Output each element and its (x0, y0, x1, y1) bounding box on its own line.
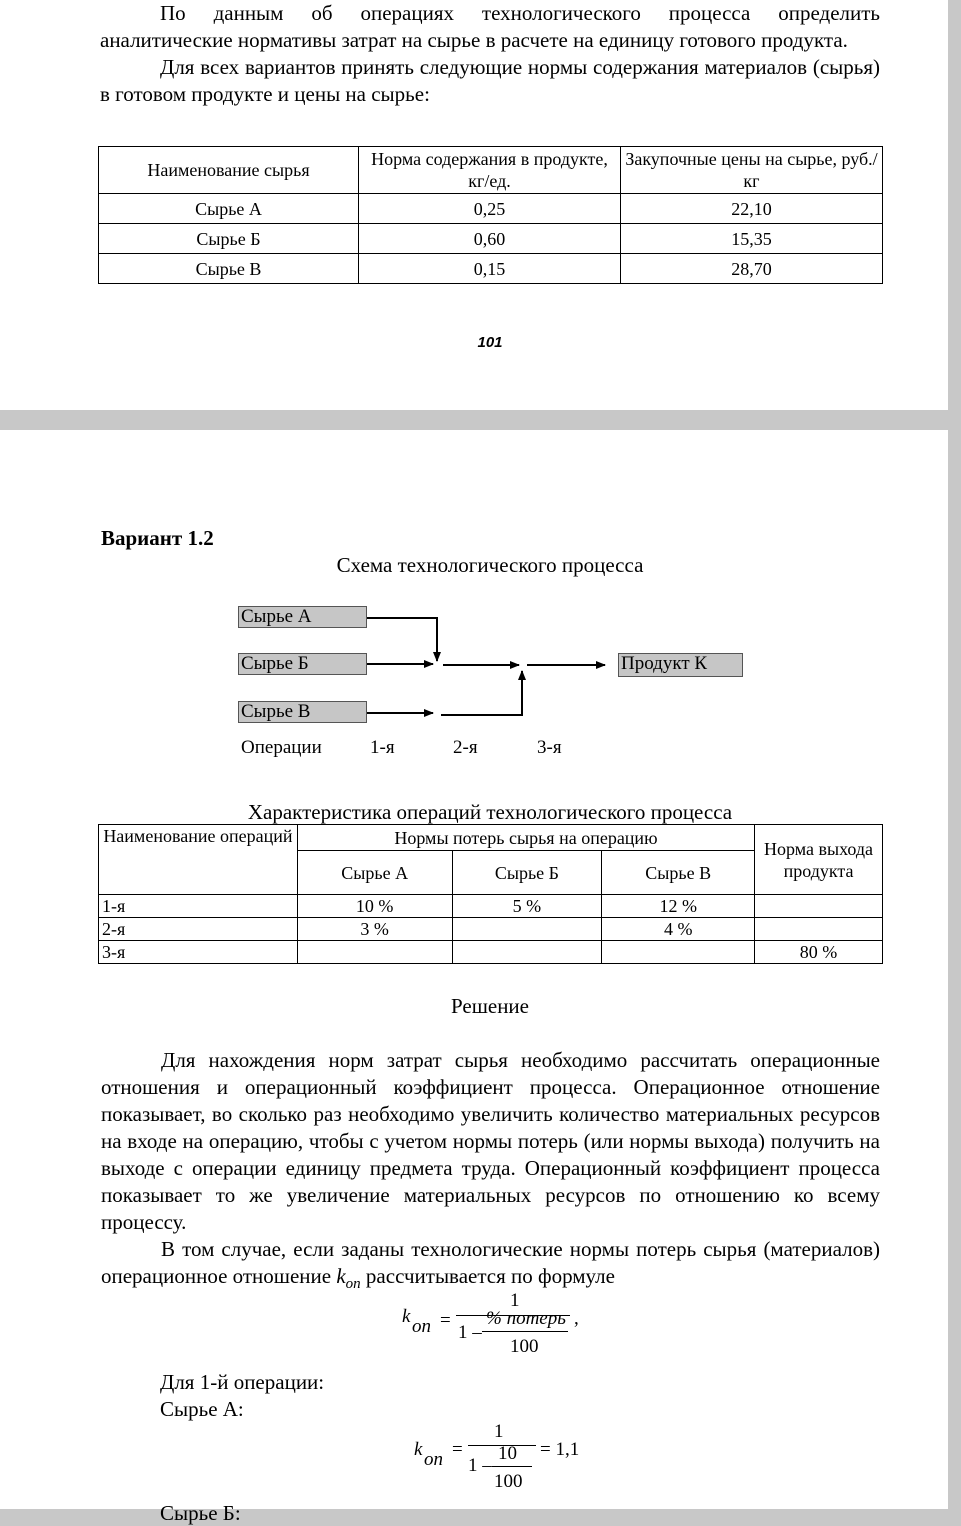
intro-text (100, 0, 880, 108)
cell-loss-a: 3 % (297, 918, 452, 941)
page-101 (0, 0, 948, 410)
cell-loss-a (297, 941, 452, 964)
solution-paragraph-2-start: В том случае, если заданы технологические нормы потерь сырья (материалов) операционное отношение (101, 1237, 880, 1288)
cell-loss-a: 10 % (297, 895, 452, 918)
formula-result: = 1,1 (540, 1439, 580, 1460)
header-name: Наименование сырья (99, 147, 359, 194)
header-price: Закупочные цены на сырье, руб./кг (621, 147, 883, 194)
cell-norm: 0,25 (359, 194, 621, 224)
cell-loss-c: 4 % (602, 918, 755, 941)
operation-2-label: 2-я (453, 737, 478, 758)
formula-inner-numerator: 10 (498, 1443, 517, 1464)
arrow-op2-to-op3 (441, 671, 522, 715)
table-header-row (99, 147, 883, 194)
formula-comma: , (574, 1308, 579, 1329)
operations-table (98, 824, 883, 964)
cell-operation: 1-я (99, 895, 298, 918)
table-row (99, 918, 883, 941)
header-operation-name: Наименование операций (99, 825, 298, 895)
intro-paragraph-2: Для всех вариантов принять следующие нормы содержания материалов (сырья) в готовом продукте и цены на сырье: (100, 55, 880, 106)
k-subscript: on (345, 1276, 361, 1293)
cell-norm: 0,15 (359, 254, 621, 284)
header-loss-norms: Нормы потерь сырья на операцию (297, 825, 754, 851)
output-box: Продукт К (618, 653, 743, 677)
process-arrows (0, 430, 948, 770)
cell-output: 80 % (755, 941, 883, 964)
table-row (99, 224, 883, 254)
subheader-raw-c: Сырье В (602, 851, 755, 895)
cell-price: 15,35 (621, 224, 883, 254)
table-row (99, 941, 883, 964)
scheme-title: Схема технологического процесса (336, 553, 644, 577)
cell-loss-b (452, 918, 602, 941)
table-header-row (99, 825, 883, 851)
subheader-raw-b: Сырье Б (452, 851, 602, 895)
cell-price: 28,70 (621, 254, 883, 284)
cell-operation: 2-я (99, 918, 298, 941)
cell-loss-c (602, 941, 755, 964)
formula-k-subscript: on (424, 1449, 443, 1470)
raw-b-heading: Сырье Б: (160, 1501, 241, 1525)
table-row (99, 895, 883, 918)
k-symbol: k (336, 1264, 346, 1288)
formula-inner-line (492, 1466, 532, 1467)
formula-k-subscript: on (412, 1316, 431, 1337)
subheader-raw-a: Сырье А (297, 851, 452, 895)
formula-inner-denominator: 100 (510, 1336, 539, 1357)
formula-inner-denominator: 100 (494, 1471, 523, 1492)
formula-equals: = (440, 1310, 451, 1331)
intro-paragraph-1: По данным об операциях технологического процесса определить аналитические нормативы затрат на сырье в расчете на единицу готового продукта. (100, 1, 880, 52)
variant-heading: Вариант 1.2 (101, 526, 214, 550)
cell-loss-b: 5 % (452, 895, 602, 918)
solution-paragraph-2-end: рассчитывается по формуле (360, 1264, 615, 1288)
operation-3-label: 3-я (537, 737, 562, 758)
cell-loss-b (452, 941, 602, 964)
cell-output (755, 895, 883, 918)
solution-paragraph-1: Для нахождения норм затрат сырья необходимо рассчитать операционные отношения и операционный коэффициент процесса. Операционное отношение показывает, во сколько раз необходимо увеличить количество материальных ресурсов на входе на операцию, чтобы с учетом нормы потерь (или нормы выхода) получить на выходе с операции единицу предмета труда. Операционный коэффициент процесса показывает то же увеличение материальных ресурсов по отношению ко всему процессу. (101, 1048, 880, 1234)
formula-k: k (414, 1439, 423, 1460)
cell-loss-c: 12 % (602, 895, 755, 918)
operation-1-label: 1-я (370, 737, 395, 758)
raw-materials-table (98, 146, 883, 284)
cell-price: 22,10 (621, 194, 883, 224)
solution-paragraph-2 (101, 1236, 880, 1298)
cell-name: Сырье Б (99, 224, 359, 254)
formula-k: k (402, 1306, 411, 1327)
operations-label: Операции (241, 737, 322, 758)
formula-general (398, 1292, 608, 1372)
solution-text (101, 1047, 880, 1298)
formula-one-minus: 1 – (468, 1455, 492, 1476)
page-102 (0, 430, 948, 1525)
cell-name: Сырье В (99, 254, 359, 284)
table-row (99, 254, 883, 284)
page-number: 101 (477, 334, 503, 351)
formula-numerator: 1 (510, 1290, 520, 1311)
cell-output (755, 918, 883, 941)
formula-inner-numerator: % потерь (486, 1308, 566, 1329)
formula-raw-a (410, 1421, 610, 1505)
cell-norm: 0,60 (359, 224, 621, 254)
header-output-norm: Норма выхода продукта (755, 825, 883, 895)
table-row (99, 194, 883, 224)
input-box-c: Сырье В (238, 701, 367, 723)
solution-heading: Решение (450, 994, 529, 1018)
arrow-a-to-op1 (367, 618, 437, 661)
input-box-a: Сырье А (238, 606, 367, 628)
input-box-b: Сырье Б (238, 653, 367, 675)
formula-one-minus: 1 – (458, 1322, 482, 1343)
formula-inner-line (482, 1331, 568, 1332)
cell-name: Сырье А (99, 194, 359, 224)
cell-operation: 3-я (99, 941, 298, 964)
formula-equals: = (452, 1439, 463, 1460)
operation-1-heading: Для 1-й операции: (160, 1370, 325, 1394)
operations-table-title: Характеристика операций технологического процесса (247, 800, 733, 824)
formula-numerator: 1 (494, 1421, 504, 1442)
header-norm: Норма содержания в продукте, кг/ед. (359, 147, 621, 194)
raw-a-heading: Сырье А: (160, 1397, 244, 1421)
